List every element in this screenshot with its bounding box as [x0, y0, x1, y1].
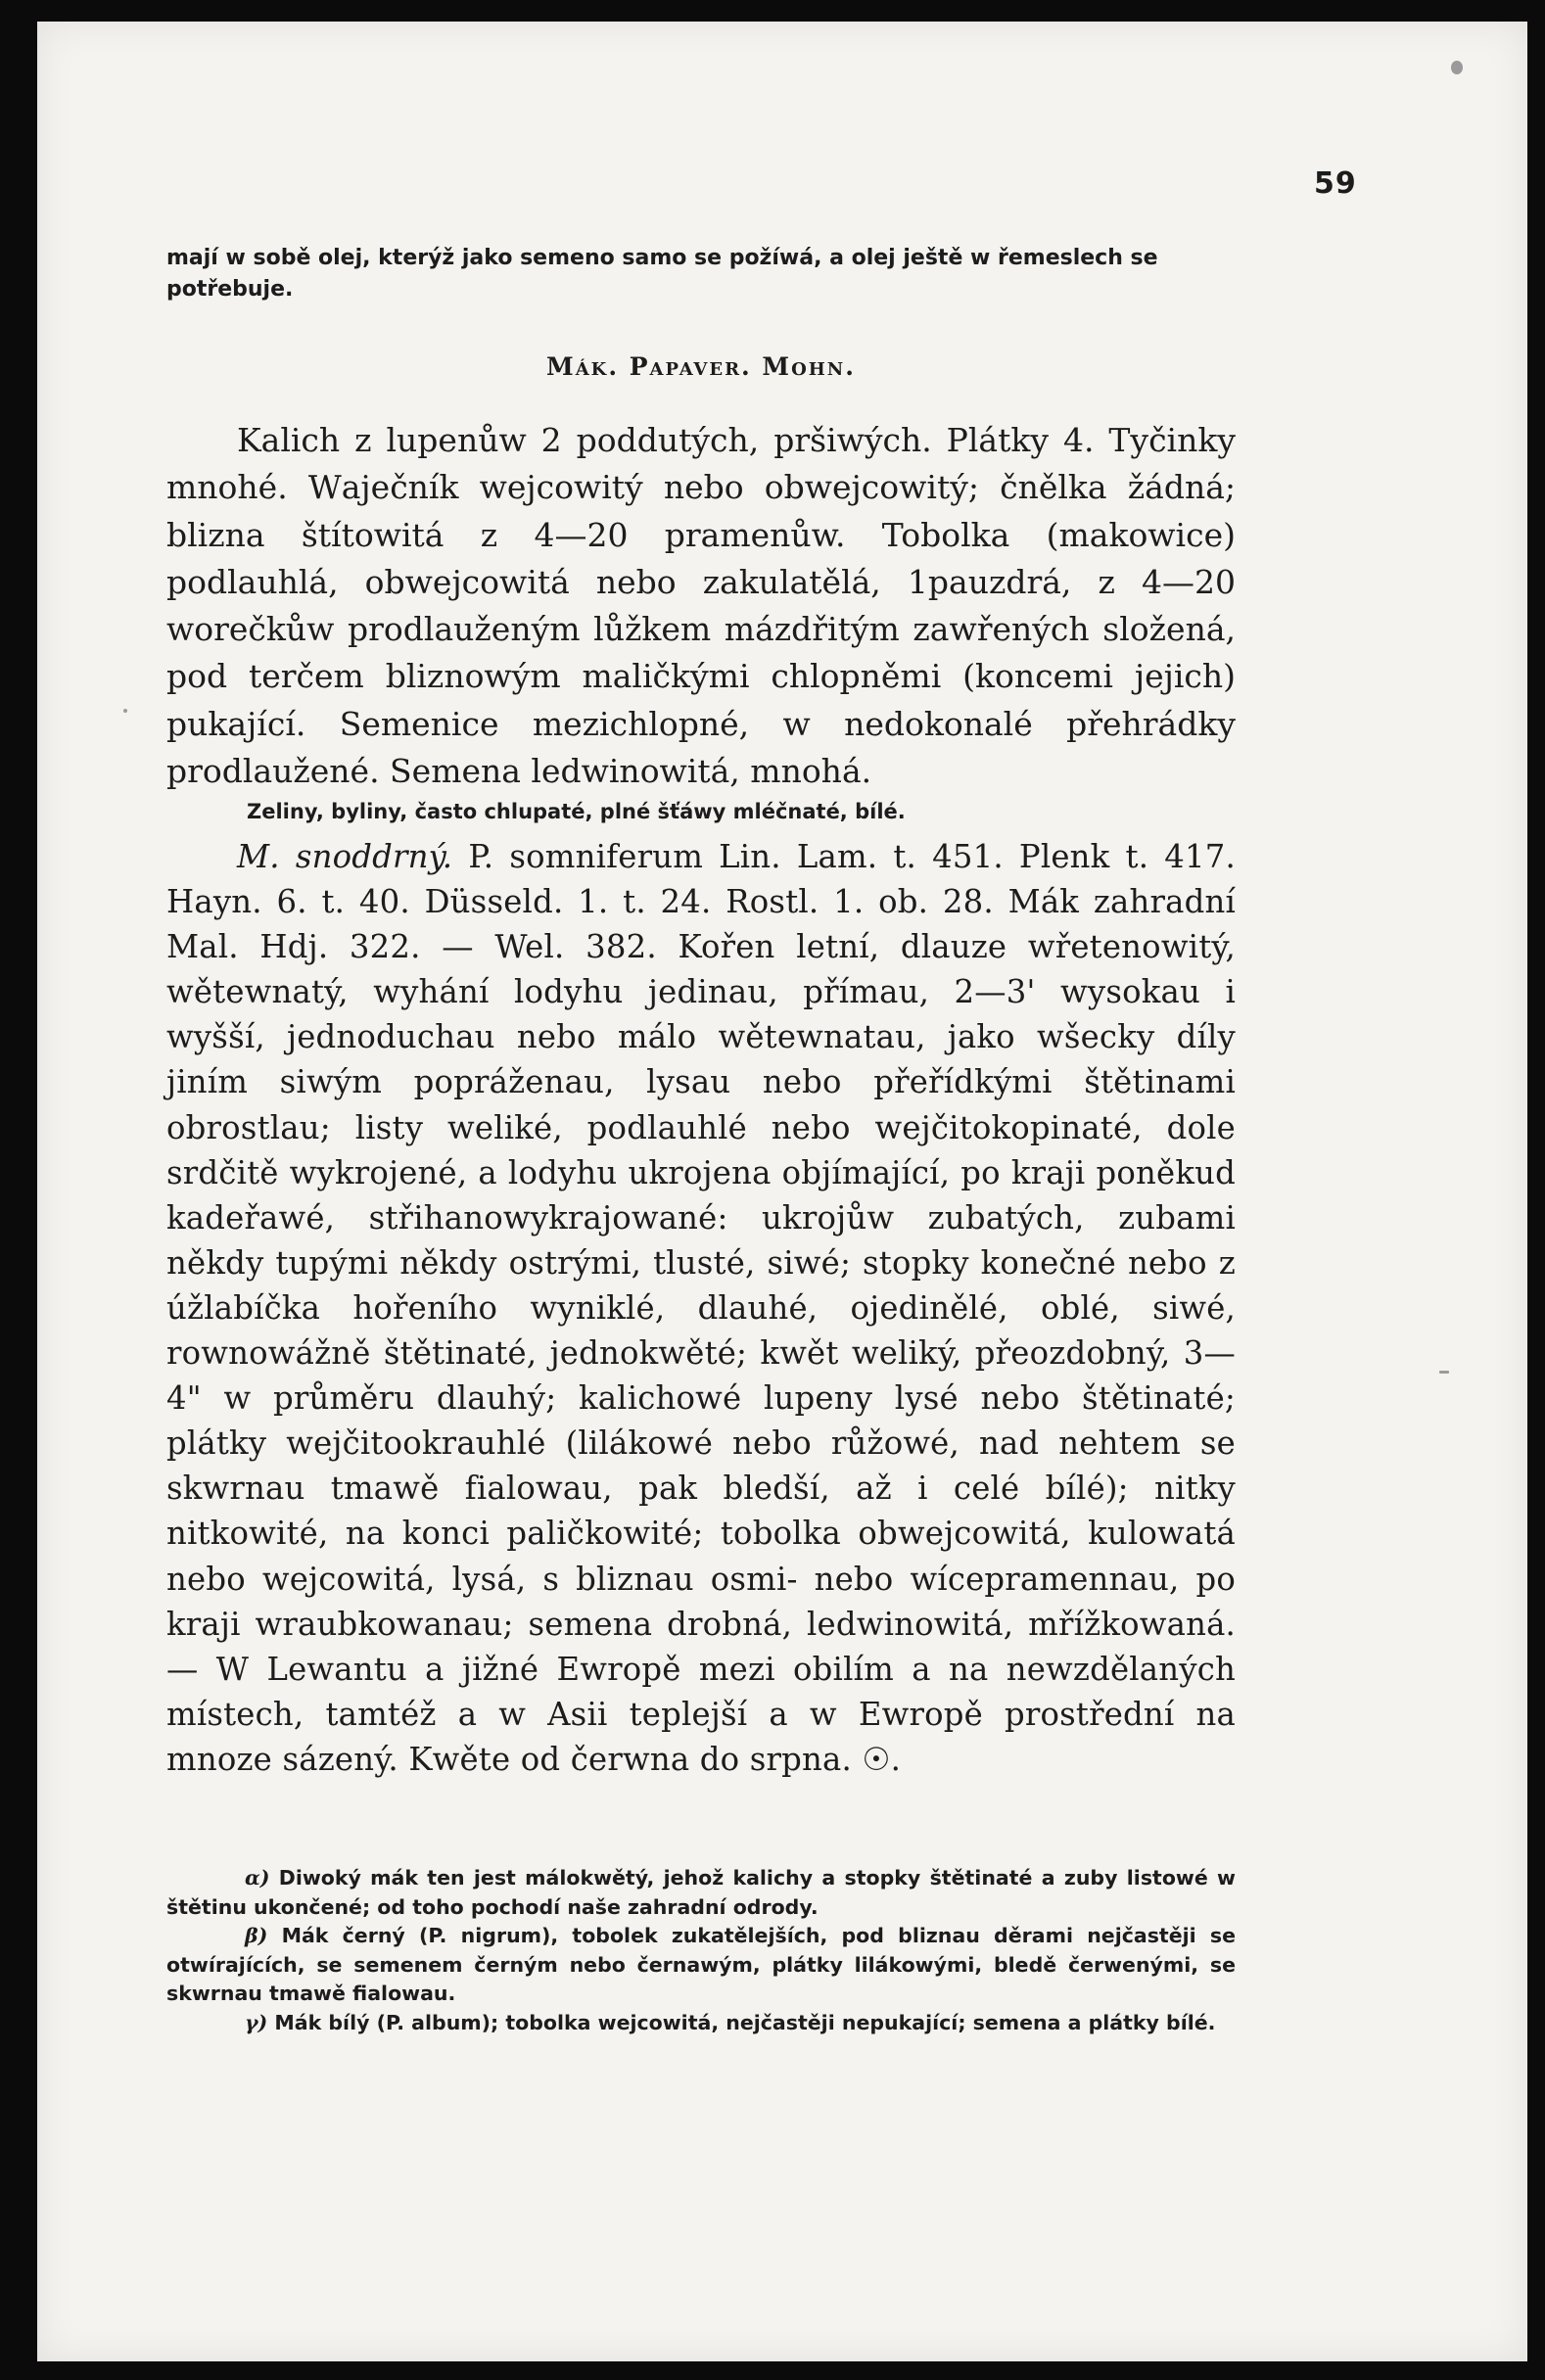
genus-heading: Mák. Papaver. Mohn.	[546, 352, 856, 381]
varieties-list	[166, 1864, 1236, 2038]
variety-mark: β)	[245, 1924, 268, 1948]
species-name: M. snoddrný.	[237, 838, 453, 875]
variety-item	[166, 1864, 1236, 1922]
species-entry	[166, 834, 1236, 1782]
species-synonym: P. somniferum Lin. Lam. t. 451. Plenk t. 417. Hayn. 6. t. 40. Düsseld. 1. t. 24. Rostl. 1. ob. 28. Mák zahradní Mal. Hdj. 322. — Wel. 382.	[166, 838, 1236, 966]
variety-text: Mák bílý (P. album); tobolka wejcowitá, nejčastěji nepukající; semena a plátky bílé.	[274, 2010, 1216, 2034]
paper-speck	[1451, 61, 1463, 74]
paper-speck	[1439, 1371, 1449, 1374]
variety-mark: α)	[245, 1866, 270, 1890]
genus-note: Zeliny, byliny, často chlupaté, plné šťáwy mléčnaté, bílé.	[247, 800, 906, 823]
genus-diagnosis: Kalich z lupenůw 2 poddutých, pršiwých. Plátky 4. Tyčinky mnohé. Wаječník wejcowitý nebo obwejcowitý; čnělka žádná; blizna štítowitá z 4—20 pramenůw. Tobolka (makowice) podlauhlá, obwejcowitá nebo zakulatělá, 1pauzdrá, z 4—20 worečkůw prodlauženým lůžkem mázdřitým zawřených složená, pod terčem bliznowým maličkými chlopněmi (koncemi jejich) pukající. Semenice mezichlopné, w nedokonalé přehrádky prodlaužené. Semena ledwinowitá, mnohá.	[166, 421, 1236, 791]
variety-item	[166, 2009, 1236, 2038]
intro-paragraph: mají w sobě olej, kterýž jako semeno samo se požíwá, a olej ještě w řemeslech se potřebuje.	[166, 246, 1158, 302]
species-description: Kořen letní, dlauze wřetenowitý, wětewnatý, wyhání lodyhu jedinau, přímau, 2—3' wysokau i wyšší, jednoduchau nebo málo wětewnatau, jako wšecky díly jiním siwým popráženau, lysau nebo přeřídkými štětinami obrostlau; listy weliké, podlauhlé nebo wejčitokopinaté, dole srdčitě wykrojené, a lodyhu ukrojena objímající, po kraji poněkud kadeřawé, střihanowykrajowané: ukrojůw zubatých, zubami někdy tupými někdy ostrými, tlusté, siwé; stopky konečné nebo z úžlabíčka hořeního wyniklé, dlauhé, ojedinělé, oblé, siwé, rownowážně štětinaté, jednokwěté; kwět weliký, přeozdobný, 3—4" w průměru dlauhý; kalichowé lupeny lysé nebo štětinaté; plátky wejčitookrauhlé (lilákowé nebo růžowé, nad nehtem se skwrnau tmawě fialowau, pak bledší, až i celé bílé); nitky nitkowité, na konci paličkowité; tobolka obwejcowitá, kulowatá nebo wejcowitá, lysá, s bliznau osmi- nebo wíceprаmennau, po kraji wraubkowanau; semena drobná, ledwinowitá, mřížkowaná. — W Lewantu a jižné Ewropě mezi obilím a na newzdělaných místech, tamtéž a w Asii teplejší a w Ewropě prostřední na mnoze sázený. Kwěte od čerwna do srpna. ☉.	[166, 928, 1236, 1778]
variety-text: Diwoký mák ten jest málokwětý, jehož kalichy a stopky štětinaté a zuby listowé w štětinu ukončené; od toho pochodí naše zahradní odrody.	[166, 1866, 1236, 1919]
variety-text: Mák černý (P. nigrum), tobolek zukatělejších, pod bliznau děrami nejčastěji se otwírajících, se semenem černým nebo černawým, plátky lilákowými, bledě čerwenými, se skwrnau tmawě fialowau.	[166, 1924, 1236, 2006]
variety-item	[166, 1922, 1236, 2009]
page-number: 59	[1314, 166, 1357, 201]
paper-speck	[123, 709, 127, 713]
variety-mark: γ)	[245, 2010, 268, 2034]
book-page	[37, 22, 1527, 2361]
